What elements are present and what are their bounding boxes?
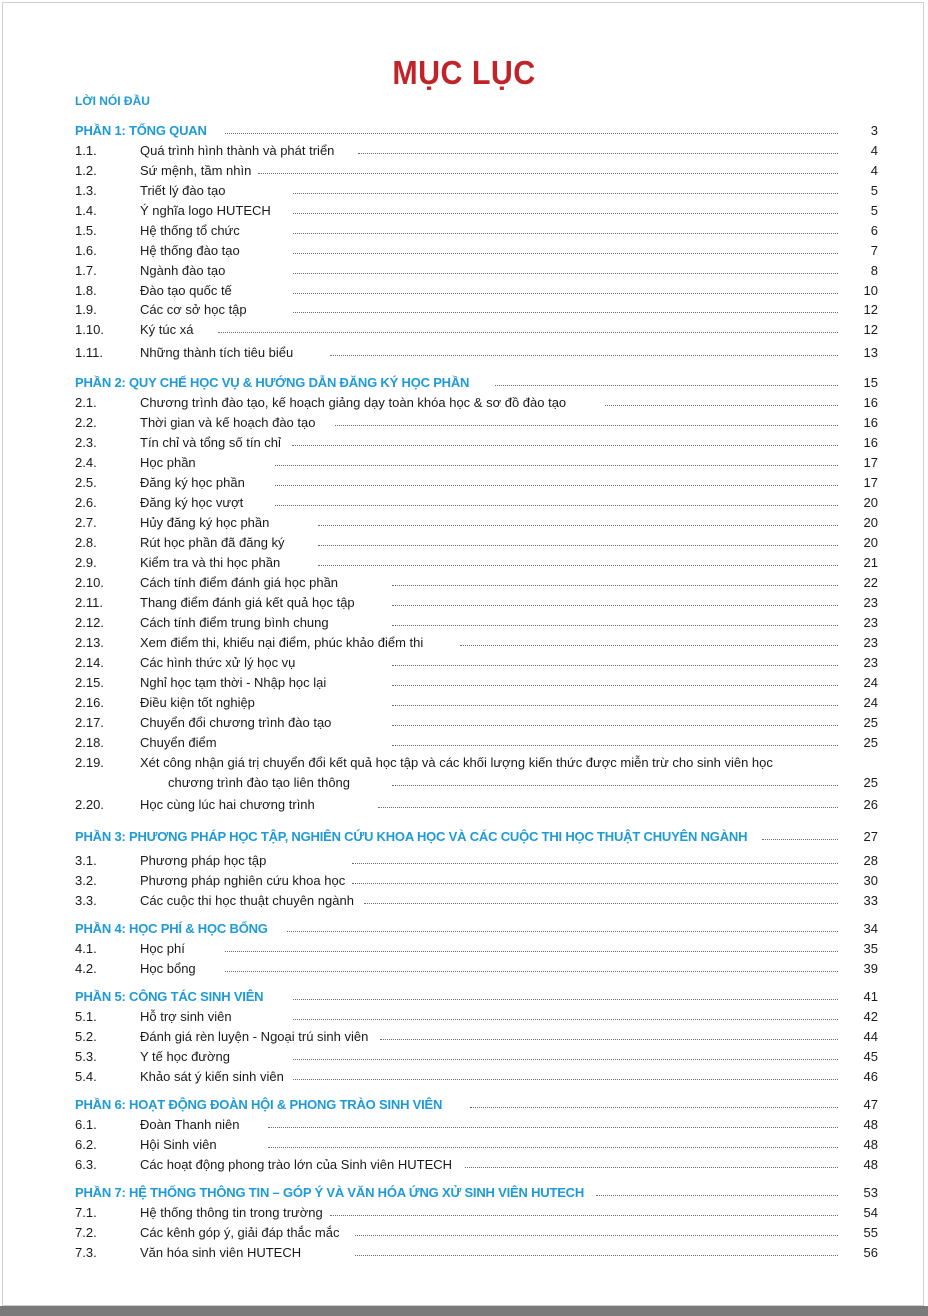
toc-page-number: 54 <box>863 1205 878 1220</box>
toc-entry-title: Phương pháp học tập <box>140 853 267 868</box>
toc-entry[interactable] <box>0 282 928 300</box>
toc-entry[interactable] <box>0 202 928 220</box>
toc-dot-leader <box>335 425 838 426</box>
toc-entry[interactable] <box>0 674 928 692</box>
toc-entry-number: 2.19. <box>75 755 104 770</box>
toc-page-number: 4 <box>870 143 878 158</box>
toc-entry-number: 2.1. <box>75 395 97 410</box>
toc-entry-number: 2.2. <box>75 415 97 430</box>
page-title: MỤC LỤC <box>392 54 536 91</box>
toc-entry-number: 5.1. <box>75 1009 97 1024</box>
toc-entry-title: Đoàn Thanh niên <box>140 1117 240 1132</box>
toc-entry-title: Học phí <box>140 941 185 956</box>
toc-dot-leader <box>218 332 838 333</box>
toc-page-number: 34 <box>863 921 878 936</box>
toc-entry[interactable] <box>0 1204 928 1222</box>
toc-entry-number: 2.5. <box>75 475 97 490</box>
toc-entry-title: Kiểm tra và thi học phần <box>140 555 281 570</box>
toc-dot-leader <box>392 585 838 586</box>
toc-page-number: 24 <box>863 675 878 690</box>
toc-entry-title: Đăng ký học phần <box>140 475 245 490</box>
toc-entry[interactable] <box>0 301 928 319</box>
toc-page-number: 23 <box>863 635 878 650</box>
toc-dot-leader <box>358 153 838 154</box>
toc-entry[interactable] <box>0 614 928 632</box>
toc-page-number: 10 <box>863 283 878 298</box>
toc-entry[interactable] <box>0 414 928 432</box>
toc-page-number: 28 <box>863 853 878 868</box>
toc-entry-number: 2.13. <box>75 635 104 650</box>
toc-page-number: 48 <box>863 1137 878 1152</box>
toc-dot-leader <box>392 705 838 706</box>
toc-page-number: 24 <box>863 695 878 710</box>
toc-entry-number: 2.15. <box>75 675 104 690</box>
toc-page-number: 35 <box>863 941 878 956</box>
toc-dot-leader <box>378 807 838 808</box>
toc-section-heading[interactable] <box>0 828 928 846</box>
toc-entry-number: 1.10. <box>75 322 104 337</box>
toc-entry-title-continued: chương trình đào tạo liên thông <box>168 775 351 790</box>
toc-page-number: 23 <box>863 595 878 610</box>
toc-entry[interactable] <box>0 714 928 732</box>
toc-entry[interactable] <box>0 1136 928 1154</box>
toc-page-number: 12 <box>863 302 878 317</box>
toc-dot-leader <box>318 565 838 566</box>
toc-page-number: 48 <box>863 1157 878 1172</box>
toc-entry-number: 2.6. <box>75 495 97 510</box>
toc-page-number: 53 <box>863 1185 878 1200</box>
toc-entry-number: 2.16. <box>75 695 104 710</box>
toc-entry-title: Khảo sát ý kiến sinh viên <box>140 1069 284 1084</box>
toc-dot-leader <box>287 931 838 932</box>
toc-page-number: 17 <box>863 455 878 470</box>
toc-entry-number: 3.3. <box>75 893 97 908</box>
toc-entry-title: Các hình thức xử lý học vụ <box>140 655 296 670</box>
toc-entry[interactable] <box>0 1116 928 1134</box>
toc-section-title: PHẦN 7: HỆ THỐNG THÔNG TIN – GÓP Ý VÀ VĂN HÓA ỨNG XỬ SINH VIÊN HUTECH <box>75 1185 585 1200</box>
toc-dot-leader <box>318 545 838 546</box>
toc-page-number: 16 <box>863 435 878 450</box>
toc-entry-title: Hệ thống tổ chức <box>140 223 240 238</box>
toc-page-number: 26 <box>863 797 878 812</box>
toc-entry-number: 7.2. <box>75 1225 97 1240</box>
toc-dot-leader <box>596 1195 838 1196</box>
toc-entry-title: Ý nghĩa logo HUTECH <box>140 203 271 218</box>
toc-section-title: PHẦN 5: CÔNG TÁC SINH VIÊN <box>75 989 264 1004</box>
toc-entry-number: 7.1. <box>75 1205 97 1220</box>
toc-entry-number: 2.3. <box>75 435 97 450</box>
toc-entry[interactable] <box>0 1244 928 1262</box>
toc-entry-number: 4.2. <box>75 961 97 976</box>
toc-dot-leader <box>470 1107 838 1108</box>
toc-entry-number: 5.2. <box>75 1029 97 1044</box>
toc-entry-number: 1.11. <box>75 345 103 360</box>
toc-entry-title: Các hoạt động phong trào lớn của Sinh viên HUTECH <box>140 1157 453 1172</box>
toc-dot-leader <box>293 273 838 274</box>
toc-entry-title: Thời gian và kế hoạch đào tạo <box>140 415 316 430</box>
toc-entry-number: 2.8. <box>75 535 97 550</box>
toc-page-number: 20 <box>863 535 878 550</box>
toc-entry-title: Nghỉ học tạm thời - Nhập học lại <box>140 675 327 690</box>
toc-entry-number: 2.11. <box>75 595 103 610</box>
toc-page-number: 55 <box>863 1225 878 1240</box>
toc-entry[interactable] <box>0 454 928 472</box>
toc-entry-number: 2.17. <box>75 715 104 730</box>
toc-entry-title: Hội Sinh viên <box>140 1137 217 1152</box>
toc-entry-number: 1.7. <box>75 263 97 278</box>
toc-page-number: 45 <box>863 1049 878 1064</box>
toc-entry-title: Học phần <box>140 455 196 470</box>
toc-entry[interactable] <box>0 344 928 362</box>
toc-entry[interactable] <box>0 534 928 552</box>
toc-dot-leader <box>258 173 838 174</box>
toc-page-number: 15 <box>863 375 878 390</box>
toc-section-heading[interactable] <box>0 1096 928 1114</box>
toc-dot-leader <box>392 605 838 606</box>
toc-entry-title: Ngành đào tạo <box>140 263 226 278</box>
toc-dot-leader <box>318 525 838 526</box>
toc-dot-leader <box>352 863 838 864</box>
toc-dot-leader <box>355 1255 838 1256</box>
toc-entry[interactable] <box>0 892 928 910</box>
toc-entry-title: Văn hóa sinh viên HUTECH <box>140 1245 302 1260</box>
toc-dot-leader <box>392 725 838 726</box>
toc-dot-leader <box>355 1235 838 1236</box>
toc-entry-number: 2.7. <box>75 515 97 530</box>
toc-entry-number: 5.3. <box>75 1049 97 1064</box>
toc-dot-leader <box>293 193 838 194</box>
toc-dot-leader <box>392 625 838 626</box>
toc-entry[interactable] <box>0 940 928 958</box>
toc-dot-leader <box>392 785 838 786</box>
toc-dot-leader <box>352 883 838 884</box>
toc-page-number: 39 <box>863 961 878 976</box>
toc-entry[interactable] <box>0 514 928 532</box>
toc-dot-leader <box>293 1019 838 1020</box>
toc-page-number: 25 <box>863 715 878 730</box>
toc-entry-title: Phương pháp nghiên cứu khoa học <box>140 873 346 888</box>
toc-entry-title: Quá trình hình thành và phát triển <box>140 143 335 158</box>
toc-entry-number: 2.14. <box>75 655 104 670</box>
toc-entry[interactable] <box>0 796 928 814</box>
toc-entry[interactable] <box>0 872 928 890</box>
toc-page-number: 20 <box>863 495 878 510</box>
toc-entry-number: 1.5. <box>75 223 97 238</box>
toc-page-number: 16 <box>863 395 878 410</box>
toc-entry-title: Điều kiện tốt nghiệp <box>140 695 255 710</box>
toc-entry-title: Học bổng <box>140 961 196 976</box>
toc-dot-leader <box>293 999 838 1000</box>
toc-dot-leader <box>225 133 838 134</box>
toc-entry-number: 6.1. <box>75 1117 97 1132</box>
toc-section-title: PHẦN 1: TỔNG QUAN <box>75 123 207 138</box>
toc-entry-number: 2.20. <box>75 797 104 812</box>
toc-dot-leader <box>392 685 838 686</box>
toc-dot-leader <box>293 253 838 254</box>
toc-section-title: PHẦN 3: PHƯƠNG PHÁP HỌC TẬP, NGHIÊN CỨU KHOA HỌC VÀ CÁC CUỘC THI HỌC THUẬT CHUYÊN NGÀNH <box>75 829 748 844</box>
toc-page-number: 33 <box>863 893 878 908</box>
toc-entry-title: Xem điểm thi, khiếu nại điểm, phúc khảo điểm thi <box>140 635 424 650</box>
toc-entry-number: 1.2. <box>75 163 97 178</box>
toc-page-number: 21 <box>863 555 878 570</box>
toc-dot-leader <box>293 293 838 294</box>
preface-heading[interactable]: LỜI NÓI ĐẦU <box>75 94 150 108</box>
toc-section-heading[interactable] <box>0 1184 928 1202</box>
toc-entry[interactable] <box>0 960 928 978</box>
toc-dot-leader <box>275 465 838 466</box>
toc-entry[interactable] <box>0 852 928 870</box>
toc-dot-leader <box>275 485 838 486</box>
toc-page-number: 23 <box>863 615 878 630</box>
toc-entry-title: Rút học phần đã đăng ký <box>140 535 285 550</box>
toc-entry[interactable] <box>0 1156 928 1174</box>
toc-entry-number: 2.4. <box>75 455 97 470</box>
toc-page-number: 44 <box>863 1029 878 1044</box>
toc-page-number: 4 <box>870 163 878 178</box>
toc-dot-leader <box>330 1215 838 1216</box>
toc-dot-leader <box>330 355 838 356</box>
toc-entry-number: 2.12. <box>75 615 104 630</box>
toc-section-title: PHẦN 4: HỌC PHÍ & HỌC BỔNG <box>75 921 268 936</box>
toc-entry[interactable] <box>0 162 928 180</box>
toc-page-number: 48 <box>863 1117 878 1132</box>
toc-entry-number: 3.1. <box>75 853 97 868</box>
toc-entry-title: Hủy đăng ký học phần <box>140 515 270 530</box>
toc-dot-leader <box>380 1039 838 1040</box>
toc-entry[interactable] <box>0 182 928 200</box>
toc-page-number: 56 <box>863 1245 878 1260</box>
toc-entry[interactable] <box>0 574 928 592</box>
toc-entry[interactable] <box>0 321 928 339</box>
toc-entry[interactable] <box>0 554 928 572</box>
toc-entry-title: Xét công nhận giá trị chuyển đổi kết quả học tập và các khối lượng kiến thức được miễn trừ cho sinh viên học <box>140 755 773 770</box>
toc-entry-title: Y tế học đường <box>140 1049 230 1064</box>
toc-entry[interactable] <box>0 394 928 412</box>
toc-dot-leader <box>293 233 838 234</box>
toc-page-number: 41 <box>863 989 878 1004</box>
toc-entry-number: 7.3. <box>75 1245 97 1260</box>
toc-entry[interactable] <box>0 434 928 452</box>
toc-dot-leader <box>460 645 838 646</box>
toc-entry-number: 2.10. <box>75 575 104 590</box>
toc-section-title: PHẦN 6: HOẠT ĐỘNG ĐOÀN HỘI & PHONG TRÀO SINH VIÊN <box>75 1097 443 1112</box>
toc-page-number: 25 <box>863 735 878 750</box>
toc-entry-title: Các kênh góp ý, giải đáp thắc mắc <box>140 1225 340 1240</box>
toc-entry-number: 1.3. <box>75 183 97 198</box>
toc-entry-title: Ký túc xá <box>140 322 194 337</box>
toc-entry-title: Đăng ký học vượt <box>140 495 244 510</box>
toc-entry[interactable] <box>0 1068 928 1086</box>
toc-dot-leader <box>293 213 838 214</box>
toc-entry-title: Thang điểm đánh giá kết quả học tập <box>140 595 355 610</box>
toc-entry[interactable] <box>0 1028 928 1046</box>
toc-page-number: 5 <box>870 183 878 198</box>
toc-entry[interactable] <box>0 474 928 492</box>
toc-dot-leader <box>465 1167 838 1168</box>
toc-entry[interactable] <box>0 754 928 790</box>
toc-dot-leader <box>275 505 838 506</box>
toc-entry[interactable] <box>0 494 928 512</box>
toc-entry[interactable] <box>0 242 928 260</box>
toc-entry-title: Các cuộc thi học thuật chuyên ngành <box>140 893 354 908</box>
toc-entry[interactable] <box>0 694 928 712</box>
toc-entry-title: Đánh giá rèn luyện - Ngoại trú sinh viên <box>140 1029 369 1044</box>
toc-entry[interactable] <box>0 594 928 612</box>
toc-entry-title: Các cơ sở học tập <box>140 302 247 317</box>
toc-dot-leader <box>495 385 838 386</box>
toc-entry[interactable] <box>0 262 928 280</box>
toc-entry-title: Tín chỉ và tổng số tín chỉ <box>140 435 281 450</box>
toc-dot-leader <box>605 405 838 406</box>
toc-section-heading[interactable] <box>0 374 928 392</box>
toc-page-number: 22 <box>863 575 878 590</box>
toc-entry-number: 6.2. <box>75 1137 97 1152</box>
toc-entry-number: 1.4. <box>75 203 97 218</box>
toc-entry[interactable] <box>0 654 928 672</box>
toc-entry[interactable] <box>0 1048 928 1066</box>
toc-page-number: 7 <box>870 243 878 258</box>
toc-entry[interactable] <box>0 222 928 240</box>
toc-dot-leader <box>292 445 838 446</box>
toc-dot-leader <box>762 839 838 840</box>
toc-dot-leader <box>392 665 838 666</box>
toc-entry-number: 1.8. <box>75 283 97 298</box>
toc-entry-number: 3.2. <box>75 873 97 888</box>
toc-entry-title: Chuyển đổi chương trình đào tạo <box>140 715 332 730</box>
toc-page-number: 3 <box>870 123 878 138</box>
toc-entry-number: 2.9. <box>75 555 97 570</box>
toc-entry-title: Cách tính điểm đánh giá học phần <box>140 575 339 590</box>
toc-dot-leader <box>364 903 838 904</box>
toc-section-heading[interactable] <box>0 122 928 140</box>
toc-entry-title: Những thành tích tiêu biểu <box>140 345 294 360</box>
toc-page-number: 27 <box>863 829 878 844</box>
toc-page-number: 5 <box>870 203 878 218</box>
toc-page-number: 8 <box>870 263 878 278</box>
toc-entry-number: 1.6. <box>75 243 97 258</box>
toc-page-number: 23 <box>863 655 878 670</box>
toc-entry[interactable] <box>0 734 928 752</box>
toc-dot-leader <box>225 951 838 952</box>
toc-entry[interactable] <box>0 142 928 160</box>
toc-entry-title: Chương trình đào tạo, kế hoạch giảng dạy toàn khóa học & sơ đồ đào tạo <box>140 395 567 410</box>
toc-entry[interactable] <box>0 634 928 652</box>
toc-dot-leader <box>293 1059 838 1060</box>
toc-entry-number: 1.1. <box>75 143 97 158</box>
toc-page-number: 13 <box>863 345 878 360</box>
toc-entry-number: 1.9. <box>75 302 97 317</box>
toc-page-number: 30 <box>863 873 878 888</box>
toc-entry-number: 2.18. <box>75 735 104 750</box>
toc-dot-leader <box>268 1127 838 1128</box>
toc-dot-leader <box>392 745 838 746</box>
toc-entry[interactable] <box>0 1224 928 1242</box>
toc-section-heading[interactable] <box>0 920 928 938</box>
toc-entry-title: Hỗ trợ sinh viên <box>140 1009 232 1024</box>
toc-page-number: 46 <box>863 1069 878 1084</box>
toc-dot-leader <box>293 312 838 313</box>
toc-entry-title: Cách tính điểm trung bình chung <box>140 615 329 630</box>
toc-entry-title: Hệ thống đào tạo <box>140 243 240 258</box>
toc-dot-leader <box>268 1147 838 1148</box>
toc-entry-title: Đào tạo quốc tế <box>140 283 232 298</box>
toc-entry-title: Hệ thống thông tin trong trường <box>140 1205 323 1220</box>
toc-entry-title: Học cùng lúc hai chương trình <box>140 797 315 812</box>
toc-entry-number: 6.3. <box>75 1157 97 1172</box>
toc-entry[interactable] <box>0 1008 928 1026</box>
toc-page-number: 12 <box>863 322 878 337</box>
toc-page-number: 47 <box>863 1097 878 1112</box>
toc-page-number: 20 <box>863 515 878 530</box>
page-bottom-edge <box>0 1306 928 1316</box>
toc-dot-leader <box>225 971 838 972</box>
toc-page-number: 42 <box>863 1009 878 1024</box>
toc-entry-number: 4.1. <box>75 941 97 956</box>
toc-section-title: PHẦN 2: QUY CHẾ HỌC VỤ & HƯỚNG DẪN ĐĂNG KÝ HỌC PHẦN <box>75 375 470 390</box>
toc-entry-title: Chuyển điểm <box>140 735 217 750</box>
toc-dot-leader <box>293 1079 838 1080</box>
toc-page-number: 17 <box>863 475 878 490</box>
toc-entry-number: 5.4. <box>75 1069 97 1084</box>
toc-page-number: 16 <box>863 415 878 430</box>
toc-page-number: 6 <box>870 223 878 238</box>
toc-entry-title: Sứ mệnh, tầm nhìn <box>140 163 252 178</box>
toc-entry-title: Triết lý đào tạo <box>140 183 226 198</box>
toc-page-number: 25 <box>863 775 878 790</box>
toc-section-heading[interactable] <box>0 988 928 1006</box>
